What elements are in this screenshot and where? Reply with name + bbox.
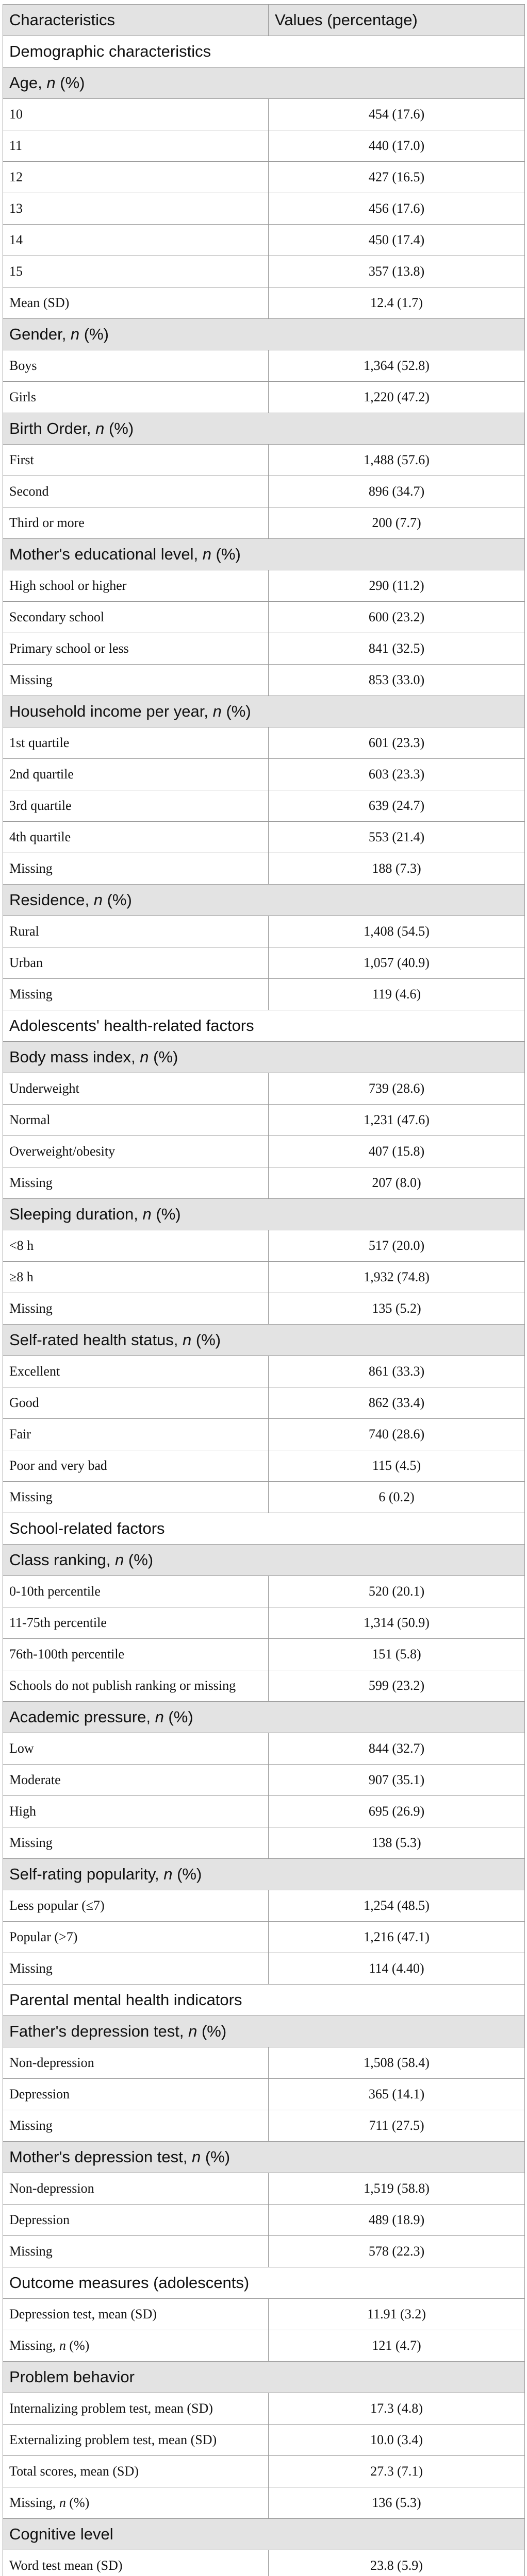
row-label: Underweight <box>3 1073 269 1105</box>
row-value: 207 (8.0) <box>269 1167 525 1199</box>
group-heading-self-rated-health-status-n: Self-rated health status, n (%) <box>3 1325 525 1356</box>
group-heading-problem-behavior: Problem behavior <box>3 2362 525 2393</box>
row-value: 740 (28.6) <box>269 1419 525 1450</box>
section-heading-row <box>3 1513 525 1545</box>
section-heading-outcome-measures-adolescents: Outcome measures (adolescents) <box>3 2267 525 2299</box>
row-value: 427 (16.5) <box>269 162 525 193</box>
row-value: 711 (27.5) <box>269 2110 525 2142</box>
row-value: 6 (0.2) <box>269 1482 525 1513</box>
table-row <box>3 507 525 539</box>
stat-n-symbol: n <box>142 1205 152 1223</box>
table-row <box>3 665 525 696</box>
stat-n-symbol: n <box>70 325 80 343</box>
row-value: 450 (17.4) <box>269 225 525 256</box>
group-heading-gender-n: Gender, n (%) <box>3 319 525 350</box>
group-heading-row <box>3 696 525 727</box>
stat-n-symbol: n <box>46 74 56 92</box>
stat-n-symbol: n <box>59 2495 66 2510</box>
row-value: 862 (33.4) <box>269 1387 525 1419</box>
row-value: 520 (20.1) <box>269 1576 525 1607</box>
row-value: 639 (24.7) <box>269 790 525 822</box>
row-value: 119 (4.6) <box>269 979 525 1010</box>
row-value: 456 (17.6) <box>269 193 525 225</box>
table-row <box>3 853 525 885</box>
table-row <box>3 2425 525 2456</box>
row-label: Missing <box>3 665 269 696</box>
row-value: 601 (23.3) <box>269 727 525 759</box>
table-row <box>3 1356 525 1387</box>
row-label: 0-10th percentile <box>3 1576 269 1607</box>
table-row <box>3 1419 525 1450</box>
table-row <box>3 1230 525 1262</box>
row-value: 114 (4.40) <box>269 1953 525 1985</box>
table-row <box>3 382 525 413</box>
group-heading-household-income-per-year-n: Household income per year, n (%) <box>3 696 525 727</box>
table-row <box>3 1639 525 1670</box>
row-label: Rural <box>3 916 269 947</box>
row-label: Missing <box>3 1827 269 1859</box>
table-row <box>3 1670 525 1702</box>
row-label: Mean (SD) <box>3 287 269 319</box>
characteristics-table-container <box>3 4 524 2576</box>
table-row <box>3 1953 525 1985</box>
row-label: Overweight/obesity <box>3 1136 269 1167</box>
table-row <box>3 1890 525 1922</box>
row-value: 365 (14.1) <box>269 2079 525 2110</box>
row-value: 578 (22.3) <box>269 2236 525 2267</box>
row-value: 1,508 (58.4) <box>269 2047 525 2079</box>
group-heading-academic-pressure-n: Academic pressure, n (%) <box>3 1702 525 1733</box>
group-heading-row <box>3 1702 525 1733</box>
row-label: 3rd quartile <box>3 790 269 822</box>
row-label: Girls <box>3 382 269 413</box>
row-label: Secondary school <box>3 602 269 633</box>
row-label: Missing, n (%) <box>3 2487 269 2519</box>
table-row <box>3 2079 525 2110</box>
row-label: Non-depression <box>3 2173 269 2205</box>
row-value: 200 (7.7) <box>269 507 525 539</box>
group-heading-row <box>3 319 525 350</box>
table-row <box>3 947 525 979</box>
row-label: 11 <box>3 130 269 162</box>
row-value: 739 (28.6) <box>269 1073 525 1105</box>
table-row <box>3 1167 525 1199</box>
table-row <box>3 1136 525 1167</box>
row-label: Urban <box>3 947 269 979</box>
row-value: 12.4 (1.7) <box>269 287 525 319</box>
table-row <box>3 2110 525 2142</box>
row-value: 1,220 (47.2) <box>269 382 525 413</box>
stat-n-symbol: n <box>93 891 103 909</box>
table-row <box>3 1293 525 1325</box>
row-value: 553 (21.4) <box>269 822 525 853</box>
table-row <box>3 2047 525 2079</box>
row-label: 1st quartile <box>3 727 269 759</box>
row-label: Moderate <box>3 1765 269 1796</box>
table-row <box>3 2205 525 2236</box>
row-value: 1,314 (50.9) <box>269 1607 525 1639</box>
table-row <box>3 2299 525 2330</box>
row-value: 290 (11.2) <box>269 570 525 602</box>
row-label: Popular (>7) <box>3 1922 269 1953</box>
group-heading-sleeping-duration-n: Sleeping duration, n (%) <box>3 1199 525 1230</box>
group-heading-row <box>3 1199 525 1230</box>
table-row <box>3 1733 525 1765</box>
stat-n-symbol: n <box>212 702 222 720</box>
table-row <box>3 2487 525 2519</box>
group-heading-row <box>3 885 525 916</box>
table-row <box>3 570 525 602</box>
row-label: Externalizing problem test, mean (SD) <box>3 2425 269 2456</box>
table-row <box>3 1450 525 1482</box>
row-label: Second <box>3 476 269 507</box>
table-row <box>3 1262 525 1293</box>
table-header-row <box>3 5 525 36</box>
row-label: High <box>3 1796 269 1827</box>
row-label: 14 <box>3 225 269 256</box>
table-row <box>3 287 525 319</box>
row-value: 135 (5.2) <box>269 1293 525 1325</box>
row-label: 2nd quartile <box>3 759 269 790</box>
table-row <box>3 602 525 633</box>
group-heading-body-mass-index-n: Body mass index, n (%) <box>3 1042 525 1073</box>
row-label: Poor and very bad <box>3 1450 269 1482</box>
row-value: 407 (15.8) <box>269 1136 525 1167</box>
row-label: Normal <box>3 1105 269 1136</box>
row-label: ≥8 h <box>3 1262 269 1293</box>
row-value: 1,408 (54.5) <box>269 916 525 947</box>
group-heading-row <box>3 1042 525 1073</box>
group-heading-row <box>3 67 525 99</box>
stat-n-symbol: n <box>202 545 211 563</box>
table-row <box>3 2393 525 2425</box>
table-row <box>3 225 525 256</box>
stat-n-symbol: n <box>140 1048 149 1066</box>
table-row <box>3 256 525 287</box>
row-label: High school or higher <box>3 570 269 602</box>
section-heading-adolescents-health-related-factors: Adolescents' health-related factors <box>3 1010 525 1042</box>
row-label: First <box>3 445 269 476</box>
table-body <box>3 36 525 2576</box>
group-heading-cognitive-level: Cognitive level <box>3 2519 525 2550</box>
row-label: Missing <box>3 2236 269 2267</box>
row-value: 1,231 (47.6) <box>269 1105 525 1136</box>
row-value: 896 (34.7) <box>269 476 525 507</box>
row-value: 27.3 (7.1) <box>269 2456 525 2487</box>
row-value: 861 (33.3) <box>269 1356 525 1387</box>
group-heading-class-ranking-n: Class ranking, n (%) <box>3 1545 525 1576</box>
table-row <box>3 916 525 947</box>
row-label: Schools do not publish ranking or missing <box>3 1670 269 1702</box>
row-label: 10 <box>3 99 269 130</box>
row-label: Missing <box>3 2110 269 2142</box>
row-value: 600 (23.2) <box>269 602 525 633</box>
row-label: Internalizing problem test, mean (SD) <box>3 2393 269 2425</box>
section-heading-school-related-factors: School-related factors <box>3 1513 525 1545</box>
row-label: Depression test, mean (SD) <box>3 2299 269 2330</box>
group-heading-row <box>3 2016 525 2047</box>
group-heading-row <box>3 413 525 445</box>
stat-n-symbol: n <box>188 2022 197 2040</box>
row-value: 10.0 (3.4) <box>269 2425 525 2456</box>
group-heading-residence-n: Residence, n (%) <box>3 885 525 916</box>
header-values: Values (percentage) <box>269 5 525 36</box>
table-row <box>3 2236 525 2267</box>
table-row <box>3 1105 525 1136</box>
row-value: 17.3 (4.8) <box>269 2393 525 2425</box>
row-value: 853 (33.0) <box>269 665 525 696</box>
section-heading-row <box>3 1010 525 1042</box>
table-row <box>3 476 525 507</box>
row-value: 1,932 (74.8) <box>269 1262 525 1293</box>
group-heading-birth-order-n: Birth Order, n (%) <box>3 413 525 445</box>
row-value: 454 (17.6) <box>269 99 525 130</box>
group-heading-father-s-depression-test-n: Father's depression test, n (%) <box>3 2016 525 2047</box>
group-heading-row <box>3 1859 525 1890</box>
row-value: 517 (20.0) <box>269 1230 525 1262</box>
row-value: 357 (13.8) <box>269 256 525 287</box>
section-heading-row <box>3 1985 525 2016</box>
row-label: Non-depression <box>3 2047 269 2079</box>
table-row <box>3 633 525 665</box>
table-row <box>3 2173 525 2205</box>
group-heading-mother-s-educational-level-n: Mother's educational level, n (%) <box>3 539 525 570</box>
table-row <box>3 727 525 759</box>
row-value: 138 (5.3) <box>269 1827 525 1859</box>
row-value: 489 (18.9) <box>269 2205 525 2236</box>
row-label: 15 <box>3 256 269 287</box>
row-value: 603 (23.3) <box>269 759 525 790</box>
row-label: 76th-100th percentile <box>3 1639 269 1670</box>
row-label: Good <box>3 1387 269 1419</box>
row-value: 115 (4.5) <box>269 1450 525 1482</box>
row-label: Missing <box>3 979 269 1010</box>
table-row <box>3 2456 525 2487</box>
table-row <box>3 445 525 476</box>
group-heading-row <box>3 539 525 570</box>
table-row <box>3 130 525 162</box>
group-heading-row <box>3 2142 525 2173</box>
group-heading-row <box>3 1545 525 1576</box>
row-value: 121 (4.7) <box>269 2330 525 2362</box>
row-value: 23.8 (5.9) <box>269 2550 525 2576</box>
header-characteristics: Characteristics <box>3 5 269 36</box>
table-row <box>3 193 525 225</box>
table-row <box>3 1922 525 1953</box>
row-label: Less popular (≤7) <box>3 1890 269 1922</box>
row-label: 11-75th percentile <box>3 1607 269 1639</box>
row-label: Low <box>3 1733 269 1765</box>
stat-n-symbol: n <box>163 1865 173 1883</box>
table-row <box>3 162 525 193</box>
table-row <box>3 1387 525 1419</box>
row-value: 440 (17.0) <box>269 130 525 162</box>
row-label: Fair <box>3 1419 269 1450</box>
row-value: 11.91 (3.2) <box>269 2299 525 2330</box>
row-label: Missing <box>3 1293 269 1325</box>
row-label: Third or more <box>3 507 269 539</box>
group-heading-row <box>3 1325 525 1356</box>
row-value: 907 (35.1) <box>269 1765 525 1796</box>
row-value: 695 (26.9) <box>269 1796 525 1827</box>
table-row <box>3 350 525 382</box>
row-label: Missing <box>3 1953 269 1985</box>
row-label: Depression <box>3 2205 269 2236</box>
group-heading-row <box>3 2362 525 2393</box>
stat-n-symbol: n <box>59 2338 66 2353</box>
stat-n-symbol: n <box>115 1551 124 1569</box>
row-value: 1,519 (58.8) <box>269 2173 525 2205</box>
row-label: 4th quartile <box>3 822 269 853</box>
row-value: 1,364 (52.8) <box>269 350 525 382</box>
row-value: 844 (32.7) <box>269 1733 525 1765</box>
row-label: 12 <box>3 162 269 193</box>
group-heading-age-n: Age, n (%) <box>3 67 525 99</box>
table-row <box>3 822 525 853</box>
table-row <box>3 1607 525 1639</box>
row-label: Missing <box>3 1482 269 1513</box>
row-label: Missing <box>3 1167 269 1199</box>
table-row <box>3 1765 525 1796</box>
row-value: 151 (5.8) <box>269 1639 525 1670</box>
group-heading-self-rating-popularity-n: Self-rating popularity, n (%) <box>3 1859 525 1890</box>
stat-n-symbol: n <box>155 1708 164 1726</box>
row-label: Primary school or less <box>3 633 269 665</box>
group-heading-row <box>3 2519 525 2550</box>
table-row <box>3 99 525 130</box>
row-label: Excellent <box>3 1356 269 1387</box>
section-heading-row <box>3 2267 525 2299</box>
row-value: 1,057 (40.9) <box>269 947 525 979</box>
row-label: Total scores, mean (SD) <box>3 2456 269 2487</box>
table-row <box>3 2550 525 2576</box>
stat-n-symbol: n <box>95 419 105 437</box>
row-value: 188 (7.3) <box>269 853 525 885</box>
stat-n-symbol: n <box>183 1331 192 1349</box>
section-heading-row <box>3 36 525 67</box>
group-heading-mother-s-depression-test-n: Mother's depression test, n (%) <box>3 2142 525 2173</box>
table-row <box>3 1576 525 1607</box>
table-row <box>3 790 525 822</box>
row-value: 1,254 (48.5) <box>269 1890 525 1922</box>
table-row <box>3 2330 525 2362</box>
row-label: <8 h <box>3 1230 269 1262</box>
stat-n-symbol: n <box>191 2148 201 2166</box>
row-label: Depression <box>3 2079 269 2110</box>
table-row <box>3 759 525 790</box>
row-label: Missing, n (%) <box>3 2330 269 2362</box>
row-label: Boys <box>3 350 269 382</box>
table-row <box>3 979 525 1010</box>
section-heading-demographic-characteristics: Demographic characteristics <box>3 36 525 67</box>
row-value: 1,216 (47.1) <box>269 1922 525 1953</box>
characteristics-table <box>3 4 525 2576</box>
table-row <box>3 1073 525 1105</box>
row-value: 1,488 (57.6) <box>269 445 525 476</box>
row-label: 13 <box>3 193 269 225</box>
row-label: Missing <box>3 853 269 885</box>
section-heading-parental-mental-health-indicators: Parental mental health indicators <box>3 1985 525 2016</box>
row-value: 599 (23.2) <box>269 1670 525 1702</box>
table-row <box>3 1827 525 1859</box>
row-value: 136 (5.3) <box>269 2487 525 2519</box>
table-row <box>3 1482 525 1513</box>
table-row <box>3 1796 525 1827</box>
row-value: 841 (32.5) <box>269 633 525 665</box>
row-label: Word test mean (SD) <box>3 2550 269 2576</box>
